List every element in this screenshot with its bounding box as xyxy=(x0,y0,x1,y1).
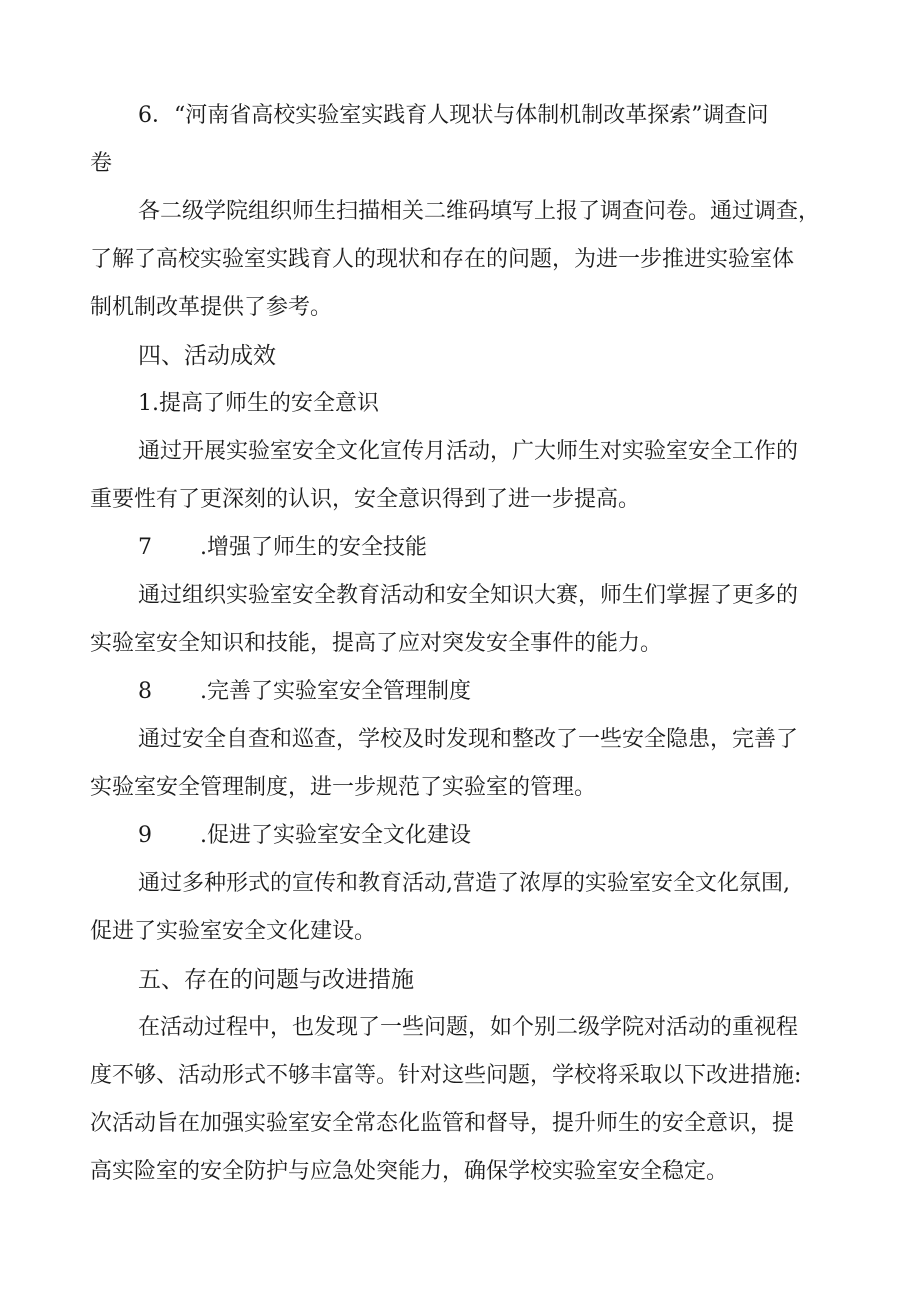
section5-body-line3: 次活动旨在加强实验室安全常态化监管和督导，提升师生的安全意识，提 xyxy=(90,1111,795,1136)
point7-title: .增强了师生的安全技能 xyxy=(200,535,427,560)
survey-paragraph-line1: 各二级学院组织师生扫描相关二维码填写上报了调查问卷。通过调查， xyxy=(138,199,821,224)
point9-body-line2: 促进了实验室安全文化建设。 xyxy=(90,919,377,944)
point8-title: .完善了实验室安全管理制度 xyxy=(200,679,471,704)
section4-heading: 四、活动成效 xyxy=(138,343,276,369)
point8-number: 8 xyxy=(138,679,152,704)
point7-number: 7 xyxy=(138,535,152,560)
survey-paragraph-line3: 制机制改革提供了参考。 xyxy=(90,295,333,320)
point8-body-line2: 实验室安全管理制度，进一步规范了实验室的管理。 xyxy=(90,775,597,800)
point9-title-row xyxy=(90,812,832,860)
point9-title: .促进了实验室安全文化建设 xyxy=(200,823,471,848)
survey-paragraph-line2: 了解了高校实验室实践育人的现状和存在的问题，为进一步推进实验室体 xyxy=(90,247,795,272)
section5-body-line4: 高实险室的安全防护与应急处突能力，确保学校实验室安全稳定。 xyxy=(90,1159,729,1184)
point7-title-row xyxy=(90,524,832,572)
point8-title-row xyxy=(90,668,832,716)
section5-heading: 五、存在的问题与改进措施 xyxy=(138,967,414,993)
item6-line2: 卷 xyxy=(90,151,113,176)
point9-body-line1: 通过多种形式的宣传和教育活动,营造了浓厚的实验室安全文化氛围, xyxy=(138,871,790,896)
document-body xyxy=(90,92,832,1196)
point7-body-line1: 通过组织实验室安全教育活动和安全知识大赛，师生们掌握了更多的 xyxy=(138,583,799,608)
point1-body-line2: 重要性有了更深刻的认识，安全意识得到了进一步提高。 xyxy=(90,487,641,512)
point1-title: 1.提高了师生的安全意识 xyxy=(138,391,379,416)
item6-line1: 6．“河南省高校实验室实践育人现状与体制机制改革探索”调查问 xyxy=(138,103,769,128)
point7-body-line2: 实验室安全知识和技能，提高了应对突发安全事件的能力。 xyxy=(90,631,663,656)
section5-body-line1: 在活动过程中，也发现了一些问题，如个别二级学院对活动的重视程 xyxy=(138,1015,799,1040)
point9-number: 9 xyxy=(138,823,152,848)
point8-body-line1: 通过安全自查和巡查，学校及时发现和整改了一些安全隐患，完善了 xyxy=(138,727,799,752)
point1-body-line1: 通过开展实验室安全文化宣传月活动，广大师生对实验室安全工作的 xyxy=(138,439,799,464)
section5-body-line2: 度不够、活动形式不够丰富等。针对这些问题，学校将采取以下改进措施: xyxy=(90,1063,802,1088)
